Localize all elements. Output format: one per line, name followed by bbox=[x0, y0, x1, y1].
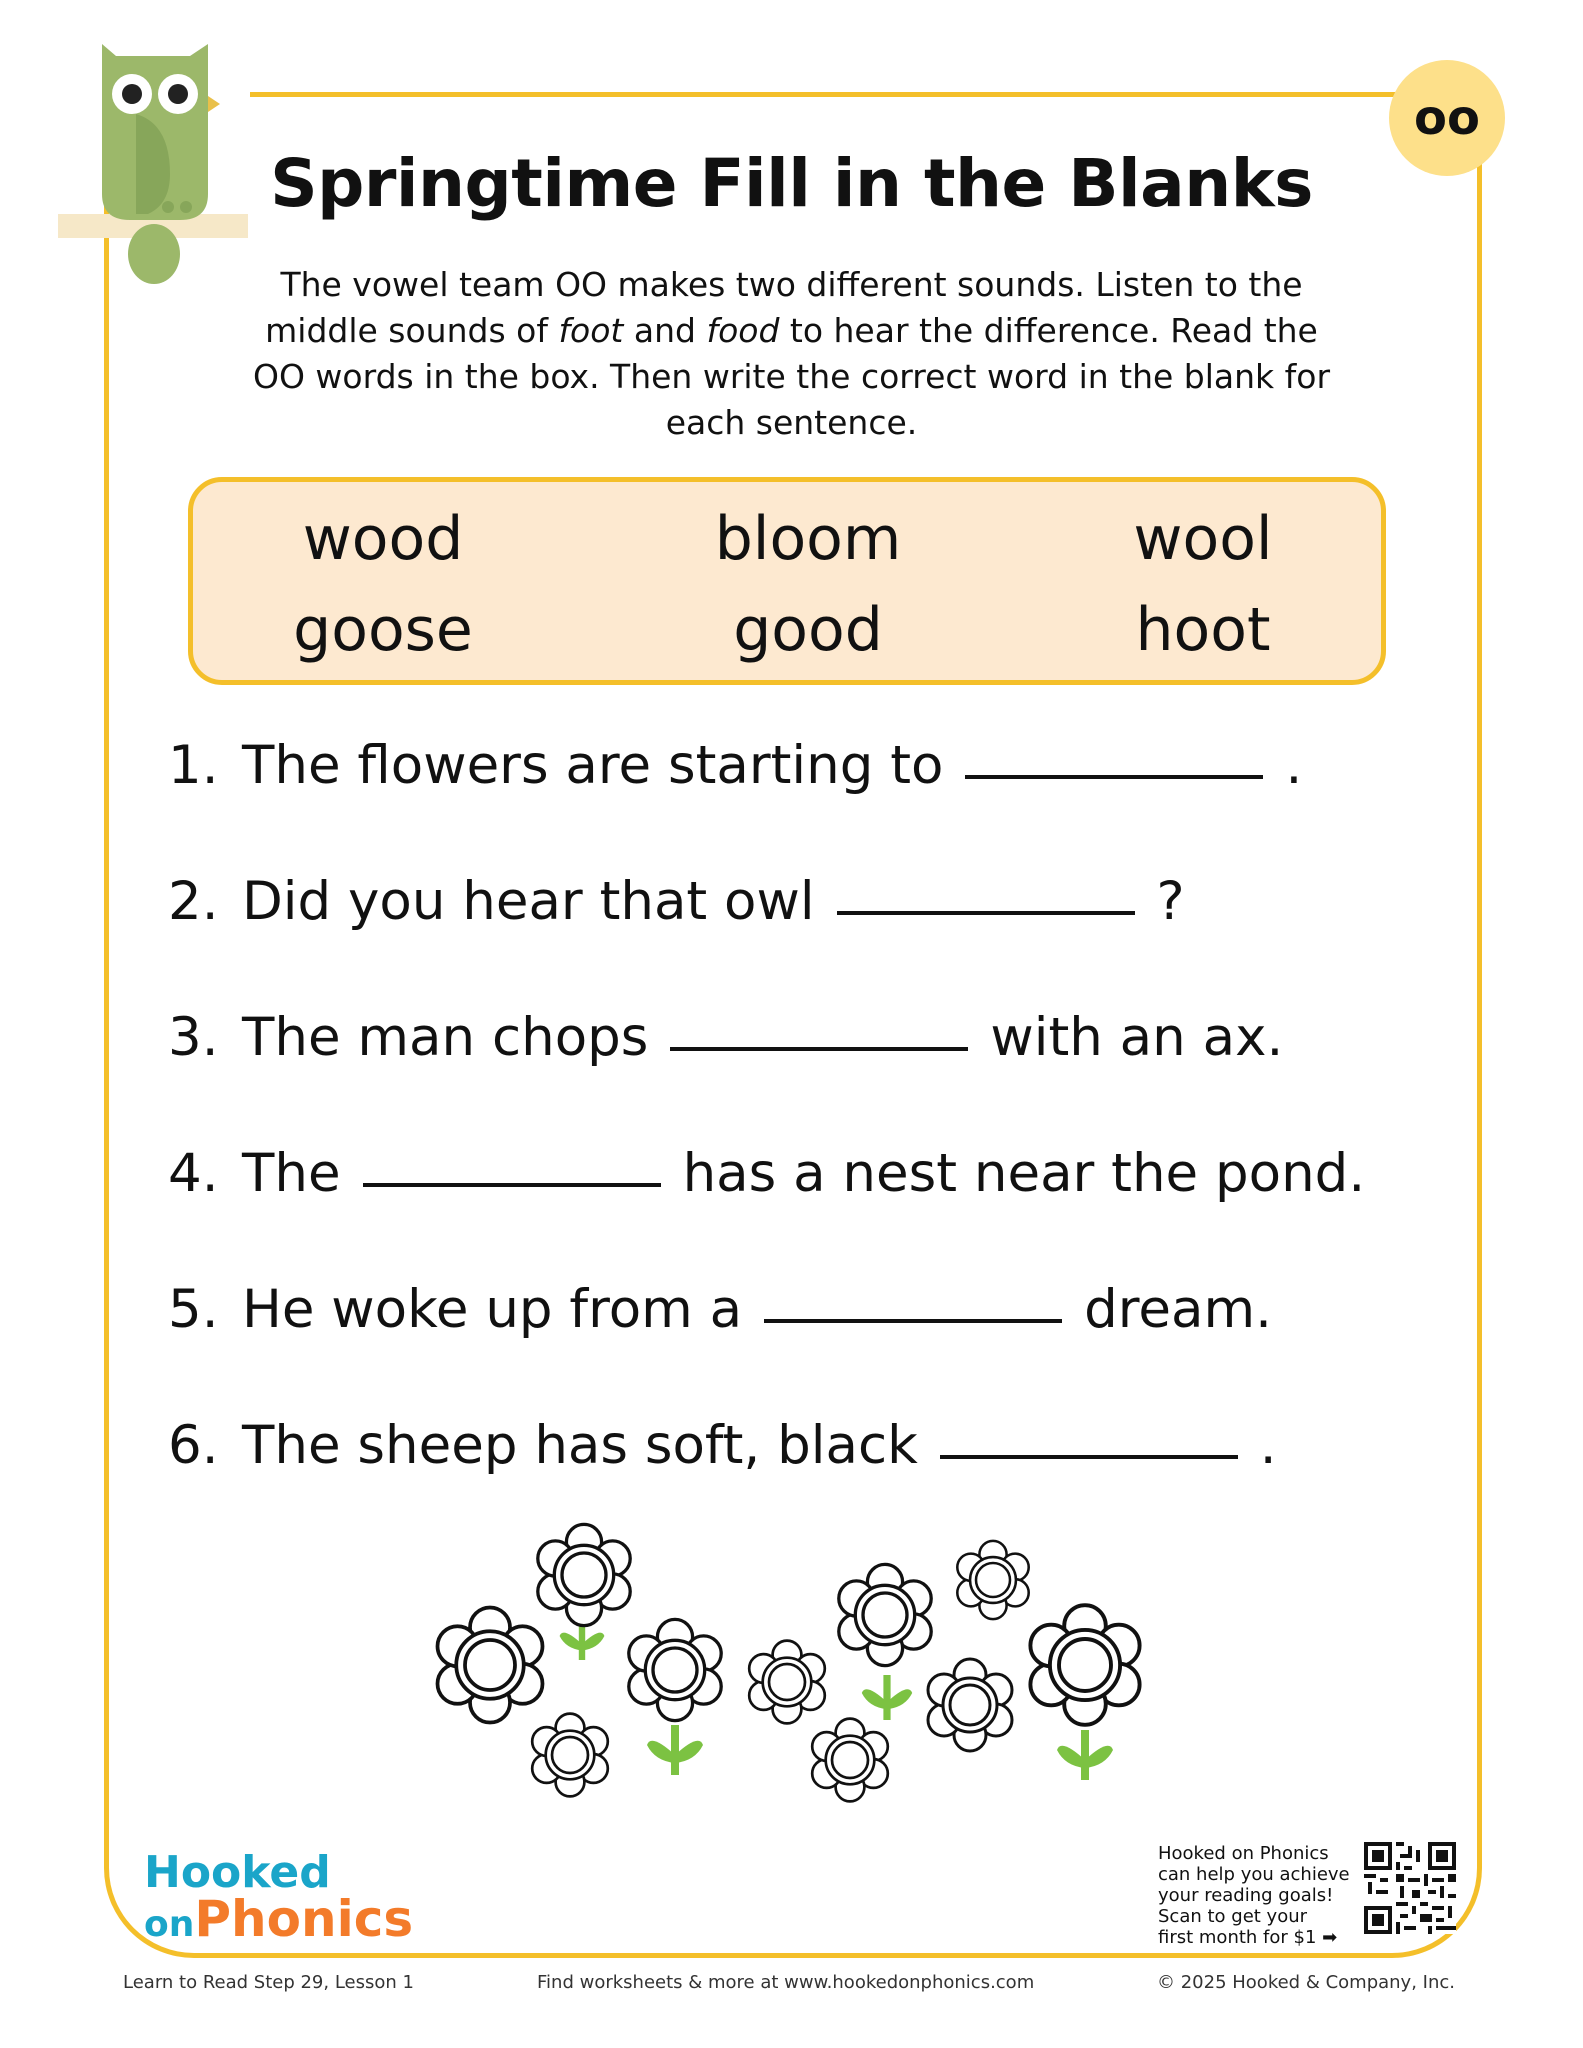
answer-blank[interactable] bbox=[940, 1454, 1238, 1459]
sentence-text-before: The flowers are starting to bbox=[242, 735, 944, 796]
sentence-text-before: The sheep has soft, black bbox=[242, 1415, 918, 1476]
word-bank-item: good bbox=[733, 595, 883, 665]
sentence-text-before: The man chops bbox=[242, 1007, 649, 1068]
sentence-4 bbox=[168, 1143, 1365, 1204]
flower bbox=[839, 1564, 931, 1665]
word-bank-item: goose bbox=[293, 595, 473, 665]
sentence-2 bbox=[168, 871, 1185, 932]
instructions bbox=[250, 262, 1333, 446]
sentence-text-after: . bbox=[1285, 735, 1303, 796]
sentence-text-before: Did you hear that owl bbox=[242, 871, 815, 932]
word-bank-item: hoot bbox=[1135, 595, 1271, 665]
phonics-badge: oo bbox=[1389, 60, 1505, 176]
footer-lesson: Learn to Read Step 29, Lesson 1 bbox=[123, 1972, 414, 1993]
sentence-3 bbox=[168, 1007, 1283, 1068]
flower-stem bbox=[862, 1675, 912, 1720]
sentence-text-after: dream. bbox=[1084, 1279, 1272, 1340]
flower bbox=[928, 1659, 1012, 1751]
sentence-text-after: . bbox=[1259, 1415, 1277, 1476]
answer-blank[interactable] bbox=[837, 910, 1135, 915]
logo-text-on: on bbox=[144, 1904, 195, 1945]
instructions-text-1: The vowel team OO makes two different sounds. Listen to the middle sounds of bbox=[265, 265, 1303, 350]
flower-stem bbox=[1057, 1730, 1113, 1780]
example-word-food: food bbox=[706, 311, 780, 350]
footer-copyright: © 2025 Hooked & Company, Inc. bbox=[1157, 1972, 1455, 1993]
flower bbox=[538, 1524, 630, 1625]
sentence-text-after: has a nest near the pond. bbox=[682, 1143, 1366, 1204]
sentence-number: 3. bbox=[168, 1007, 219, 1068]
promo-line: your reading goals! bbox=[1158, 1885, 1334, 1906]
promo-line: Scan to get your bbox=[1158, 1906, 1308, 1927]
sentence-text-before: The bbox=[242, 1143, 341, 1204]
footer-website[interactable]: Find worksheets & more at www.hookedonphonics.com bbox=[537, 1972, 1035, 1993]
word-bank bbox=[188, 477, 1386, 685]
flower bbox=[532, 1714, 608, 1797]
flower bbox=[1030, 1605, 1139, 1725]
promo-line: can help you achieve bbox=[1158, 1864, 1350, 1885]
promo-line: Hooked on Phonics bbox=[1158, 1843, 1329, 1864]
flower bbox=[812, 1719, 888, 1802]
flower bbox=[629, 1619, 721, 1720]
instructions-text-3: to hear the difference. Read the OO words in the box. Then write the correct word in the blank for each sentence. bbox=[252, 311, 1331, 442]
answer-blank[interactable] bbox=[965, 774, 1263, 779]
sentence-number: 6. bbox=[168, 1415, 219, 1476]
sentence-number: 1. bbox=[168, 735, 219, 796]
page-title: Springtime Fill in the Blanks bbox=[270, 145, 1313, 222]
sentence-5 bbox=[168, 1279, 1272, 1340]
sentence-text-after: with an ax. bbox=[990, 1007, 1284, 1068]
flower bbox=[749, 1641, 825, 1724]
sentence-text-after: ? bbox=[1156, 871, 1185, 932]
promo-line: first month for $1 ➡ bbox=[1158, 1927, 1338, 1948]
flower-stem bbox=[647, 1725, 703, 1775]
sentence-number: 2. bbox=[168, 871, 219, 932]
logo-text-phonics: Phonics bbox=[194, 1890, 414, 1948]
flowers-illustration bbox=[420, 1520, 1160, 1820]
word-bank-item: wool bbox=[1133, 504, 1273, 574]
flower bbox=[957, 1541, 1028, 1619]
hooked-on-phonics-logo bbox=[144, 1847, 414, 1954]
answer-blank[interactable] bbox=[764, 1318, 1062, 1323]
answer-blank[interactable] bbox=[670, 1046, 968, 1051]
promo-text bbox=[1158, 1843, 1358, 1948]
qr-code-icon[interactable] bbox=[1364, 1842, 1456, 1934]
word-bank-item: bloom bbox=[714, 504, 902, 574]
word-bank-item: wood bbox=[302, 504, 464, 574]
sentence-number: 4. bbox=[168, 1143, 219, 1204]
answer-blank[interactable] bbox=[363, 1182, 661, 1187]
sentence-6 bbox=[168, 1415, 1277, 1476]
example-word-foot: foot bbox=[558, 311, 624, 350]
logo-text-hooked: Hooked bbox=[144, 1847, 331, 1898]
sentence-number: 5. bbox=[168, 1279, 219, 1340]
sentence-1 bbox=[168, 735, 1302, 796]
instructions-text-2: and bbox=[623, 311, 707, 350]
sentence-text-before: He woke up from a bbox=[242, 1279, 743, 1340]
flower bbox=[438, 1608, 543, 1723]
